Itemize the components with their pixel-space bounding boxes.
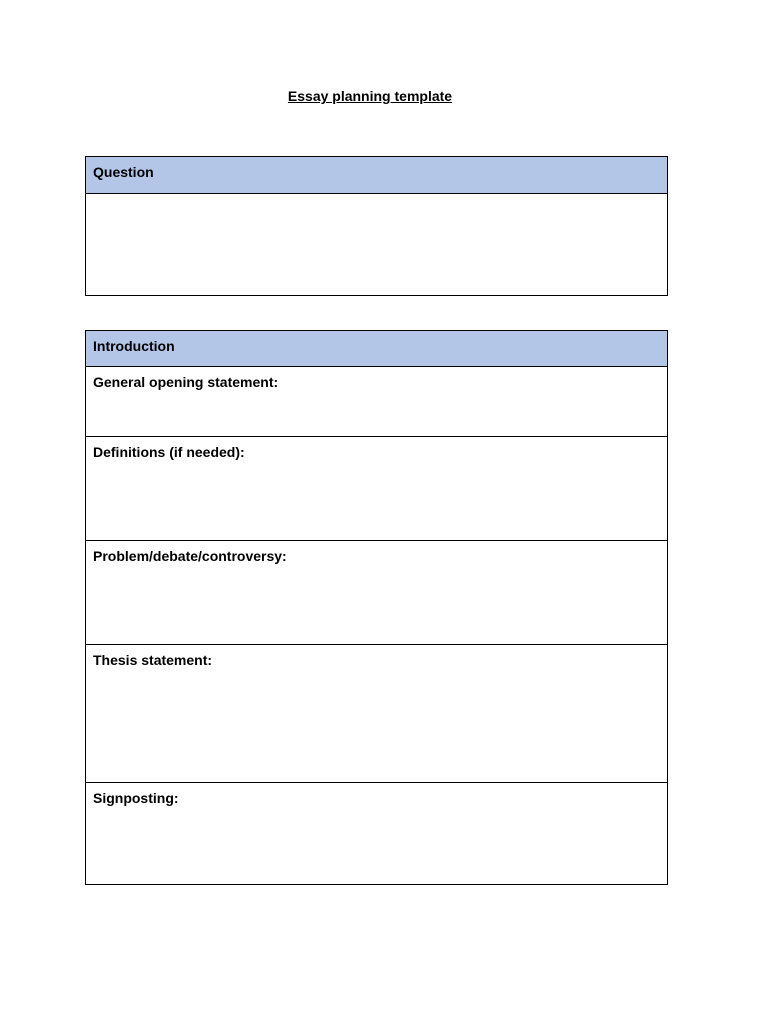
signposting-field[interactable]: Signposting:	[86, 782, 667, 884]
general-opening-statement-field[interactable]: General opening statement:	[86, 366, 667, 436]
introduction-table	[85, 330, 668, 885]
question-table	[85, 156, 668, 296]
definitions-field[interactable]: Definitions (if needed):	[86, 436, 667, 540]
question-header: Question	[86, 157, 667, 193]
introduction-header: Introduction	[86, 331, 667, 366]
document-title: Essay planning template	[287, 88, 453, 104]
thesis-statement-field[interactable]: Thesis statement:	[86, 644, 667, 782]
question-answer-field[interactable]	[86, 193, 667, 295]
problem-debate-controversy-field[interactable]: Problem/debate/controversy:	[86, 540, 667, 644]
